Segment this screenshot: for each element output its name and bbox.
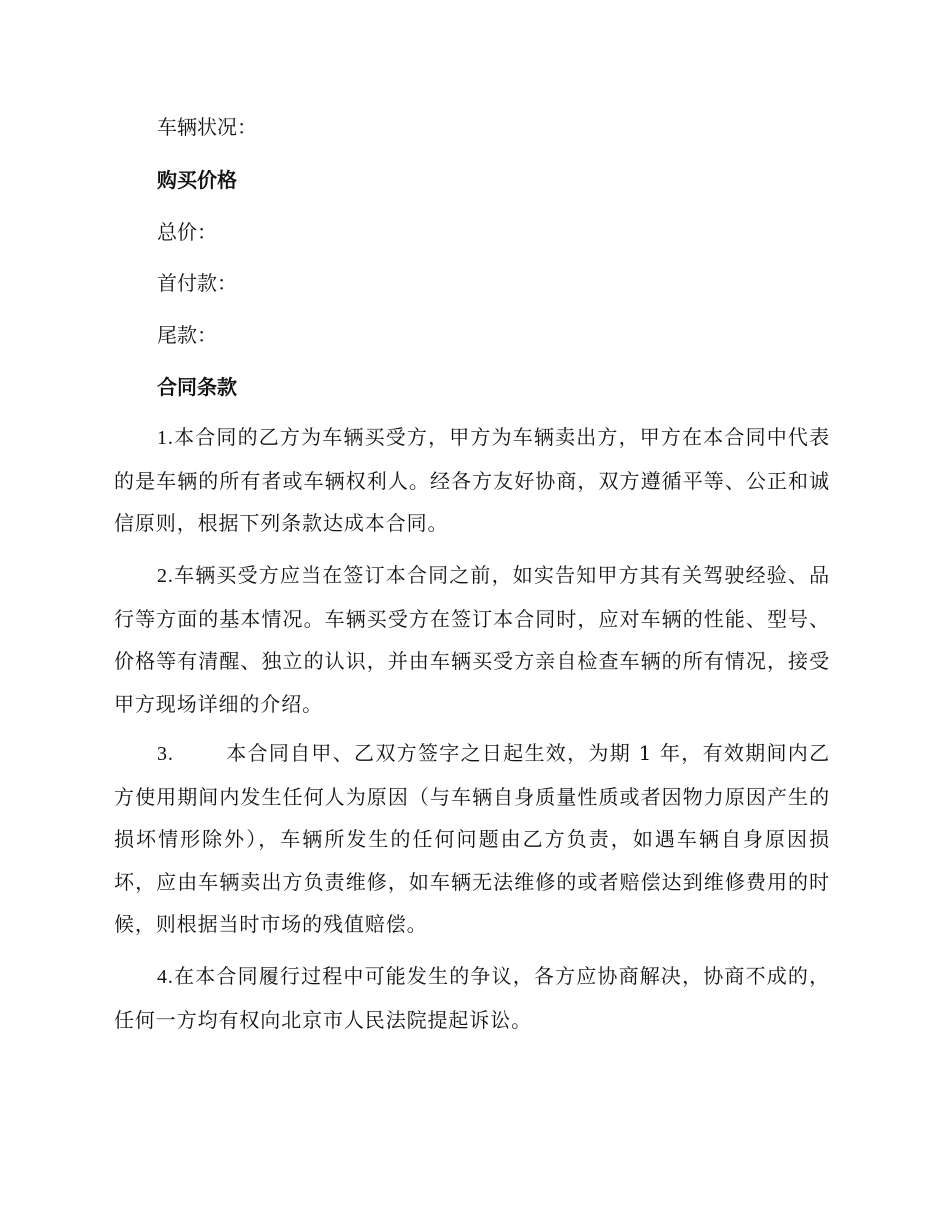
clause-number: 4.: [157, 966, 174, 988]
total-price-label: 总价：: [157, 220, 217, 244]
clause-text: 本合同自甲、乙双方签字之日起生效，为期 1 年，有效期间内乙方使用期间内发生任何人为原因（与车辆自身质量性质或者因物力原因产生的损坏情形除外），车辆所发生的任何问题由乙方负责，如遇车辆自身原因损坏，应由车辆卖出方负责维修，如车辆无法维修的或者赔偿达到维修费用的时候，则根据当时市场的残值赔偿。: [114, 741, 830, 937]
contract-clause-4: [114, 955, 830, 1041]
clause-number: 3.: [157, 743, 174, 765]
clause-number: 2.: [157, 565, 174, 587]
vehicle-condition-label: 车辆状况：: [157, 115, 257, 139]
balance-payment-label: 尾款：: [157, 323, 217, 347]
contract-clause-1: [114, 416, 830, 545]
clause-text: 在本合同履行过程中可能发生的争议，各方应协商解决，协商不成的，任何一方均有权向北京市人民法院提起诉讼。: [114, 964, 830, 1032]
price-section-heading: 购买价格: [157, 168, 237, 192]
contract-clause-2: [114, 554, 830, 725]
clause-number: 1.: [157, 427, 174, 449]
clause-text: 车辆买受方应当在签订本合同之前，如实告知甲方其有关驾驶经验、品行等方面的基本情况。车辆买受方在签订本合同时，应对车辆的性能、型号、价格等有清醒、独立的认识，并由车辆买受方亲自检查车辆的所有情况，接受甲方现场详细的介绍。: [114, 563, 830, 716]
clause-text: 本合同的乙方为车辆买受方，甲方为车辆卖出方，甲方在本合同中代表的是车辆的所有者或车辆权利人。经各方友好协商，双方遵循平等、公正和诚信原则，根据下列条款达成本合同。: [114, 425, 830, 536]
terms-section-heading: 合同条款: [157, 375, 237, 399]
contract-clause-3: [114, 732, 830, 946]
down-payment-label: 首付款：: [157, 271, 237, 295]
